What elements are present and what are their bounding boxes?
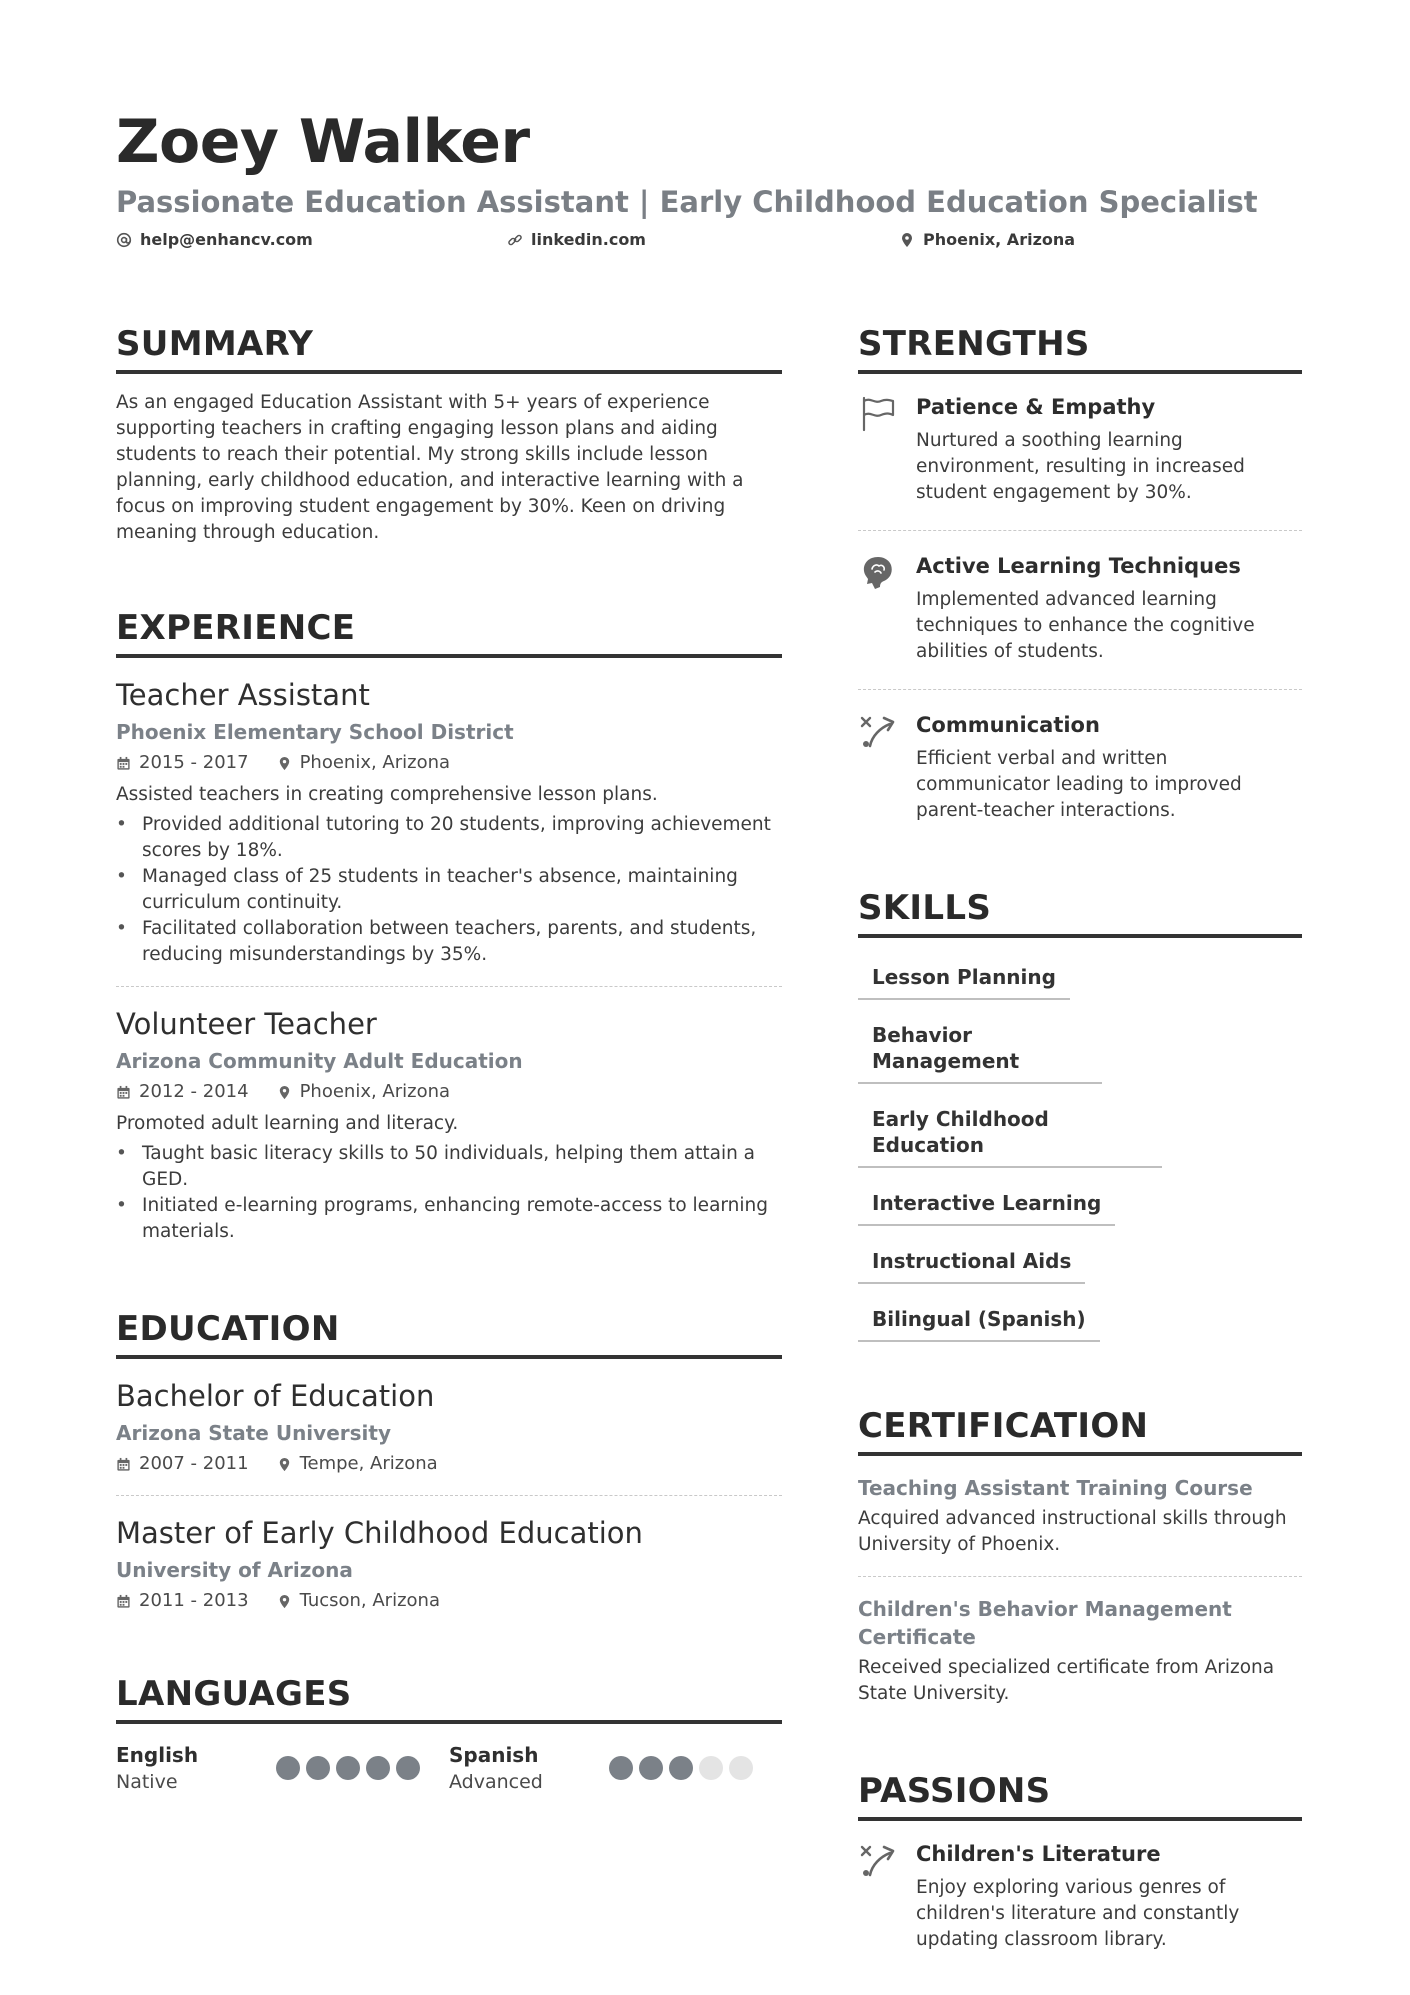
- location-pin-icon: [277, 1085, 292, 1100]
- job-meta: [116, 750, 782, 776]
- passions-heading: PASSIONS: [858, 1769, 1302, 1821]
- certification-heading: CERTIFICATION: [858, 1404, 1302, 1456]
- degree-title: Master of Early Childhood Education: [116, 1516, 643, 1550]
- strength-title: Communication: [916, 713, 1100, 737]
- experience-item: [116, 676, 782, 968]
- job-location: Phoenix, Arizona: [299, 752, 451, 773]
- location-pin-icon: [277, 756, 292, 771]
- at-icon: [116, 232, 132, 248]
- strength-description: Nurtured a soothing learning environment, resulting in increased student engagement by 30%.: [916, 430, 1245, 503]
- company-name: Phoenix Elementary School District: [116, 720, 514, 744]
- languages-heading: LANGUAGES: [116, 1672, 782, 1724]
- bullet-item: • Provided additional tutoring to 20 students, improving achievement scores by 18%.: [116, 812, 782, 864]
- linkedin-text: linkedin.com: [531, 230, 646, 249]
- bullet-item: • Taught basic literacy skills to 50 individuals, helping them attain a GED.: [116, 1141, 782, 1193]
- certification-item: [858, 1595, 1302, 1707]
- education-section: [116, 1307, 782, 1614]
- divider: [858, 689, 1302, 690]
- experience-heading: EXPERIENCE: [116, 606, 782, 658]
- experience-section: [116, 606, 782, 1245]
- skill-tag: Bilingual (Spanish): [858, 1296, 1100, 1342]
- location-text: Phoenix, Arizona: [923, 230, 1076, 249]
- job-description: Assisted teachers in creating comprehensive lesson plans.: [116, 784, 658, 805]
- language-item: [449, 1742, 782, 1796]
- job-title: Volunteer Teacher: [116, 1007, 377, 1041]
- strategy-arrow-icon: [858, 712, 898, 752]
- strengths-section: [858, 322, 1302, 824]
- language-name: Spanish: [449, 1743, 539, 1767]
- job-location: Phoenix, Arizona: [299, 1081, 451, 1102]
- rating-dot-filled: [336, 1756, 360, 1780]
- passions-section: [858, 1769, 1302, 1953]
- bullet-item: • Initiated e-learning programs, enhancing remote-access to learning materials.: [116, 1193, 782, 1245]
- job-bullets: [116, 1141, 782, 1245]
- bullet-item: • Managed class of 25 students in teacher's absence, maintaining curriculum continuity.: [116, 864, 782, 916]
- strength-item: [858, 392, 1302, 506]
- school-name: Arizona State University: [116, 1421, 391, 1445]
- calendar-icon: [116, 1457, 131, 1472]
- divider: [858, 530, 1302, 531]
- passion-title: Children's Literature: [916, 1842, 1161, 1866]
- strength-description: Efficient verbal and written communicator leading to improved parent-teacher interactions.: [916, 748, 1242, 821]
- strength-title: Patience & Empathy: [916, 395, 1156, 419]
- skills-section: [858, 886, 1302, 1354]
- summary-section: [116, 322, 782, 546]
- language-level: Native: [116, 1771, 178, 1793]
- job-meta: [116, 1079, 782, 1105]
- rating-dot-filled: [366, 1756, 390, 1780]
- email-text: help@enhancv.com: [140, 230, 313, 249]
- certification-item: [858, 1474, 1302, 1558]
- passion-description: Enjoy exploring various genres of children's literature and constantly updating classroom library.: [916, 1877, 1240, 1950]
- education-dates: 2007 - 2011: [139, 1453, 249, 1474]
- certification-title: Children's Behavior Management Certificate: [858, 1597, 1232, 1649]
- skill-tag: Instructional Aids: [858, 1238, 1085, 1284]
- rating-dot-empty: [699, 1756, 723, 1780]
- divider: [858, 1576, 1302, 1577]
- resume-header: [116, 106, 1306, 258]
- school-name: University of Arizona: [116, 1558, 353, 1582]
- location-pin-icon: [899, 232, 915, 248]
- skill-tag: Interactive Learning: [858, 1180, 1115, 1226]
- summary-text: As an engaged Education Assistant with 5+ years of experience supporting teachers in crafting engaging lesson plans and aiding students to reach their potential. My strong skills include lesson planning, early childhood education, and interactive learning with a focus on improving student engagement by 30%. Keen on driving meaning through education.: [116, 392, 744, 543]
- language-rating: [609, 1756, 753, 1796]
- flag-icon: [858, 394, 898, 434]
- location-pin-icon: [277, 1594, 292, 1609]
- divider: [116, 986, 782, 987]
- bullet-item: • Facilitated collaboration between teachers, parents, and students, reducing misunderstandings by 35%.: [116, 916, 782, 968]
- skill-tag: Early Childhood Education: [858, 1096, 1162, 1168]
- education-item: [116, 1514, 782, 1614]
- education-item: [116, 1377, 782, 1477]
- skill-tag: Behavior Management: [858, 1012, 1102, 1084]
- certification-description: Received specialized certificate from Arizona State University.: [858, 1657, 1275, 1704]
- rating-dot-filled: [306, 1756, 330, 1780]
- education-meta: [116, 1451, 782, 1477]
- skills-list: [858, 954, 1302, 1354]
- experience-item: [116, 1005, 782, 1245]
- certification-title: Teaching Assistant Training Course: [858, 1476, 1253, 1500]
- company-name: Arizona Community Adult Education: [116, 1049, 523, 1073]
- rating-dot-filled: [609, 1756, 633, 1780]
- language-rating: [276, 1756, 420, 1796]
- brain-head-icon: [858, 553, 898, 593]
- job-dates: 2012 - 2014: [139, 1081, 249, 1102]
- languages-section: [116, 1672, 782, 1796]
- certification-description: Acquired advanced instructional skills through University of Phoenix.: [858, 1508, 1287, 1555]
- job-bullets: [116, 812, 782, 968]
- languages-list: [116, 1742, 782, 1796]
- education-meta: [116, 1588, 782, 1614]
- language-name: English: [116, 1743, 199, 1767]
- job-title: Teacher Assistant: [116, 678, 370, 712]
- right-column: [858, 322, 1302, 1953]
- link-icon: [507, 232, 523, 248]
- strength-item: [858, 710, 1302, 824]
- rating-dot-filled: [639, 1756, 663, 1780]
- summary-heading: SUMMARY: [116, 322, 782, 374]
- divider: [116, 1495, 782, 1496]
- calendar-icon: [116, 1085, 131, 1100]
- calendar-icon: [116, 1594, 131, 1609]
- education-heading: EDUCATION: [116, 1307, 782, 1359]
- calendar-icon: [116, 756, 131, 771]
- language-item: [116, 1742, 449, 1796]
- certification-section: [858, 1404, 1302, 1707]
- skill-tag: Lesson Planning: [858, 954, 1070, 1000]
- rating-dot-empty: [729, 1756, 753, 1780]
- strategy-arrow-icon: [858, 1841, 898, 1881]
- location-pin-icon: [277, 1457, 292, 1472]
- contact-bar: [116, 230, 1306, 258]
- education-dates: 2011 - 2013: [139, 1590, 249, 1611]
- headline: Passionate Education Assistant | Early Childhood Education Specialist: [116, 185, 1258, 219]
- degree-title: Bachelor of Education: [116, 1379, 435, 1413]
- job-dates: 2015 - 2017: [139, 752, 249, 773]
- passion-item: [858, 1839, 1302, 1953]
- contact-linkedin[interactable]: [507, 230, 646, 249]
- education-location: Tempe, Arizona: [299, 1453, 438, 1474]
- strength-item: [858, 551, 1302, 665]
- job-description: Promoted adult learning and literacy.: [116, 1113, 459, 1134]
- language-level: Advanced: [449, 1771, 543, 1793]
- rating-dot-filled: [669, 1756, 693, 1780]
- contact-location: [899, 230, 1075, 249]
- strength-description: Implemented advanced learning techniques to enhance the cognitive abilities of students.: [916, 589, 1255, 662]
- rating-dot-filled: [396, 1756, 420, 1780]
- skills-heading: SKILLS: [858, 886, 1302, 938]
- contact-email[interactable]: [116, 230, 313, 249]
- candidate-name: Zoey Walker: [116, 107, 530, 177]
- left-column: [116, 322, 782, 1796]
- rating-dot-filled: [276, 1756, 300, 1780]
- education-location: Tucson, Arizona: [299, 1590, 440, 1611]
- strength-title: Active Learning Techniques: [916, 554, 1241, 578]
- strengths-heading: STRENGTHS: [858, 322, 1302, 374]
